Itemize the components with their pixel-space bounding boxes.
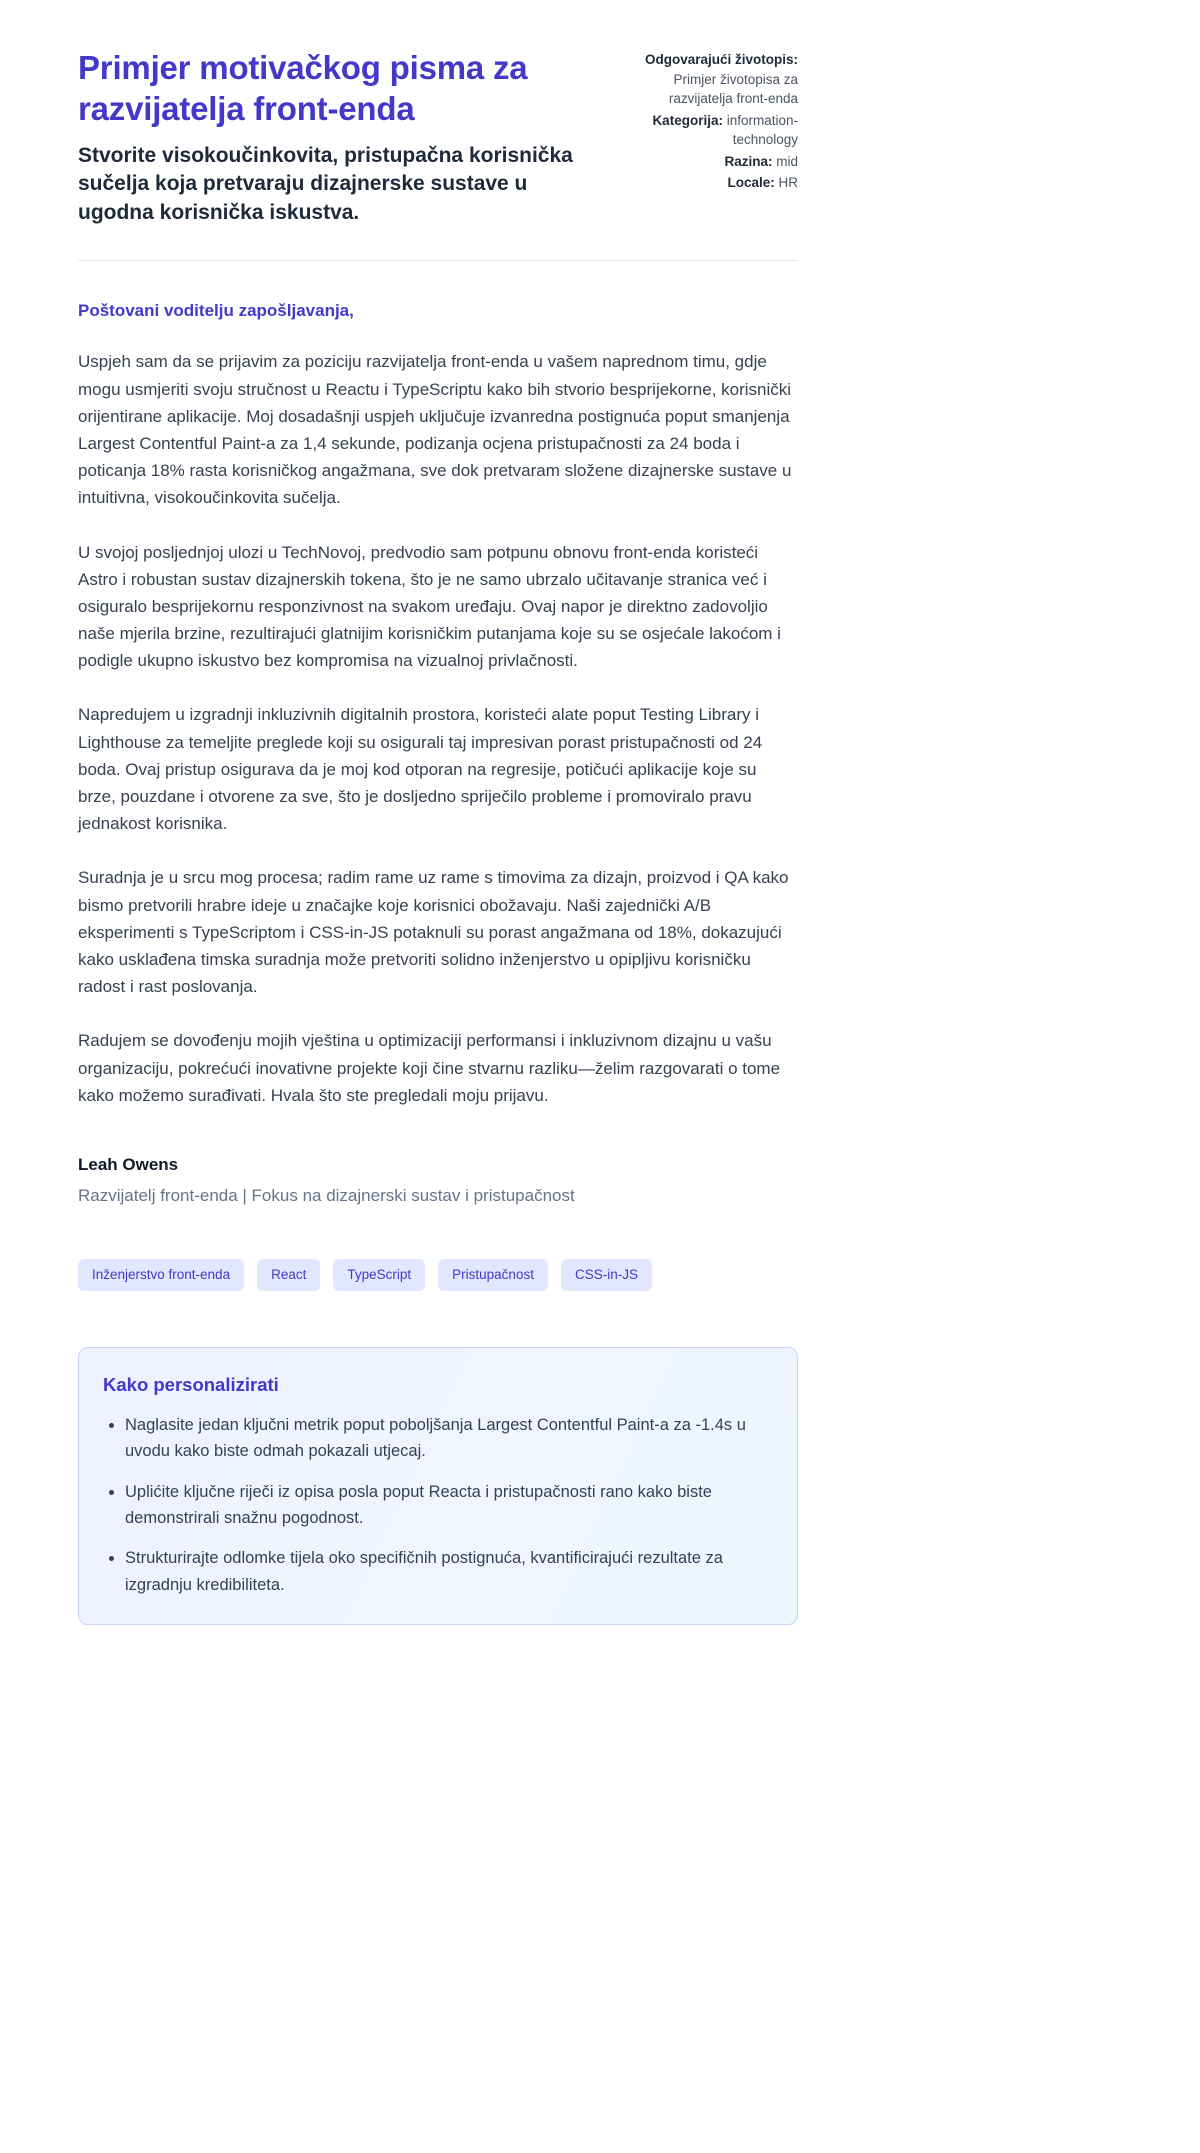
letter-paragraph-5: Radujem se dovođenju mojih vještina u optimizaciji performansi i inkluzivnom dizajnu u vašu organizaciju, pokrećući inovativne projekte koji čine stvarnu razliku—želim razgovarati o tome kako možemo surađivati. Hvala što ste pregledali moju prijavu.: [78, 1031, 781, 1105]
meta-category: [618, 111, 798, 150]
meta-label-locale: Locale:: [727, 175, 775, 191]
header-divider: [78, 260, 798, 261]
letter-paragraph-1: Uspjeh sam da se prijavim za poziciju razvijatelja front-enda u vašem naprednom timu, gdje mogu usmjeriti svoju stručnost u Reactu i TypeScriptu kako bih stvorio besprijekorne, korisnički orijentirane aplikacije. Moj dosadašnji uspjeh uključuje izvanredna postignuća poput smanjenja Largest Contentful Paint-a za 1,4 sekunde, podizanja ocjena pristupačnosti za 24 boda i poticanja 18% rasta korisničkog angažmana, sve dok pretvaram složene dizajnerske sustave u intuitivna, visokoučinkovita sučelja.: [78, 352, 792, 508]
meta-value-category: information-technology: [726, 112, 798, 148]
letter-paragraph-3: Napredujem u izgradnji inkluzivnih digitalnih prostora, koristeći alate poput Testing Library i Lighthouse za temeljite preglede koji su osigurali taj impresivan porast pristupačnosti od 24 boda. Ovaj pristup osigurava da je moj kod otporan na regresije, potičući aplikacije koje su brze, pouzdane i otvorene za sve, što je dosljedno spriječilo probleme i promoviralo pravu jednakost korisnika.: [78, 705, 763, 834]
meta-value-matching-resume: Primjer životopisa za razvijatelja front-enda: [668, 71, 798, 107]
cover-letter-page: [78, 0, 798, 1625]
meta-value-level: mid: [776, 153, 798, 169]
letter-paragraph-4: Suradnja je u srcu mog procesa; radim rame uz rame s timovima za dizajn, proizvod i QA kako bismo pretvorili hrabre ideje u značajke koje korisnici obožavaju. Naši zajednički A/B eksperimenti s TypeScriptom i CSS-in-JS potaknuli su porast angažmana od 18%, dokazujući kako usklađena timska suradnja može pretvoriti solidno inženjerstvo u opipljivu korisničku radost i rast poslovanja.: [78, 868, 789, 997]
tag-frontend-engineering: Inženjerstvo front-enda: [78, 1259, 244, 1291]
personalization-tip-2: • Uplićite ključne riječi iz opisa posla poput Reacta i pristupačnosti rano kako biste demonstrirali snažnu pogodnost.: [125, 1479, 769, 1532]
personalization-tip-1: • Naglasite jedan ključni metrik poput poboljšanja Largest Contentful Paint-a za -1.4s u uvodu kako biste odmah pokazali utjecaj.: [125, 1412, 769, 1465]
personalization-tip-3: • Strukturirajte odlomke tijela oko specifičnih postignuća, kvantificirajući rezultate za izgradnju kredibiliteta.: [125, 1545, 769, 1598]
letter-body: [78, 301, 798, 1209]
personalization-card: [78, 1347, 798, 1625]
tag-accessibility: Pristupačnost: [438, 1259, 548, 1291]
meta-panel: [618, 47, 798, 195]
meta-level: [618, 152, 798, 172]
meta-locale: [618, 173, 798, 193]
header: [78, 47, 798, 228]
letter-greeting: Poštovani voditelju zapošljavanja,: [78, 301, 354, 321]
tag-typescript: TypeScript: [333, 1259, 425, 1291]
tag-css-in-js: CSS-in-JS: [561, 1259, 652, 1291]
personalization-title: Kako personalizirati: [103, 1373, 279, 1395]
meta-label-matching-resume: Odgovarajući životopis:: [644, 52, 798, 67]
page-subtitle: Stvorite visokoučinkovita, pristupačna korisnička sučelja koja pretvaraju dizajnerske sustave u ugodna korisnička iskustva.: [78, 143, 573, 225]
signature-role: Razvijatelj front-enda | Fokus na dizajnerski sustav i pristupačnost: [78, 1185, 575, 1205]
meta-value-locale: HR: [778, 175, 798, 191]
meta-matching-resume: [618, 50, 798, 109]
meta-label-category: Kategorija:: [652, 112, 723, 128]
signature-name: Leah Owens: [78, 1154, 179, 1174]
tag-list: [78, 1259, 798, 1291]
letter-paragraph-2: U svojoj posljednjoj ulozi u TechNovoj, predvodio sam potpunu obnovu front-enda koristeći Astro i robustan sustav dizajnerskih tokena, što je ne samo ubrzalo učitavanje stranica već i osiguralo besprijekornu responzivnost na svakom uređaju. Ovaj napor je direktno zadovoljio naše mjerila brzine, rezultirajući glatnijim korisničkim putanjama koje su se osjećale lakoćom i podigle ukupno iskustvo bez kompromisa na vizualnoj privlačnosti.: [78, 542, 781, 671]
page-title: Primjer motivačkog pisma za razvijatelja front-enda: [78, 49, 528, 128]
tag-react: React: [257, 1259, 320, 1291]
meta-label-level: Razina:: [724, 153, 773, 169]
header-left: [78, 47, 588, 228]
personalization-tip-list: [103, 1412, 769, 1598]
